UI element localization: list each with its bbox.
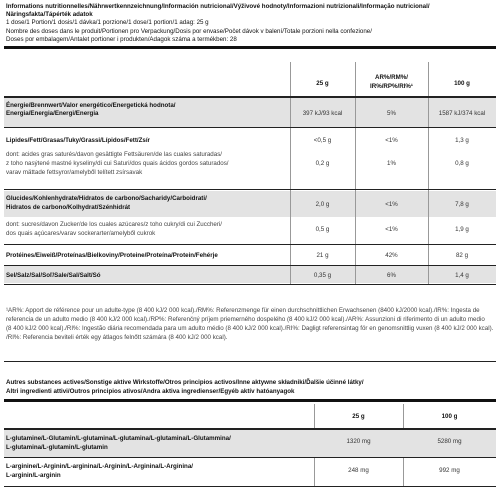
carbs-ri: <1%: [385, 201, 398, 208]
divider-thick: [4, 399, 496, 402]
lipids-label: Lipides/Fett/Grasas/Tuky/Grassi/Lípidos/Fett/Zsír: [6, 137, 150, 144]
row-divider: [4, 127, 496, 128]
row-divider: [4, 265, 496, 266]
header-divider: [4, 96, 496, 98]
footnote-line: /RI%: Referencia beviteli érték egy átlagos felnőtt számára (8 400 kJ/2 000 kcal).: [6, 333, 228, 341]
lipids-ri: <1%: [385, 137, 398, 144]
sat-fat-label-cont: z toho nasýtené mastné kyseliny/di cui Saturi/dos quais ácidos gordos saturados/: [6, 160, 229, 167]
sat-fat-ri: 1%: [387, 160, 396, 167]
lipids-100g: 1,3 g: [455, 137, 469, 144]
sat-fat-25g: 0,2 g: [315, 160, 330, 167]
footnote-line: referencia de un adulto medio (8 400 kJ/2 000 kcal)./RP%: Referenčný príjem priemerného dospelého (8 400 kJ/2 000 kcal)./AR%: Assunzioni di riferimento di un adulto medio: [6, 315, 485, 323]
footnote: [6, 307, 496, 343]
sugars-ri: <1%: [385, 226, 398, 233]
salt-100g: 1,4 g: [455, 272, 469, 279]
other-actives-title-cont: Altri ingredienti attivi/Outros principios ativos/Andra aktiva ingredienser/Egyéb aktív hatóanyagok: [6, 388, 295, 395]
header-25g: 25 g: [316, 80, 329, 87]
sugars-100g: 1,9 g: [455, 226, 469, 233]
salt-25g: 0,35 g: [313, 272, 332, 279]
header-ri-1: AR%/RM%/: [374, 74, 408, 81]
energy-label-cont: Energia/Energia/Energi/Energia: [6, 110, 99, 117]
sat-fat-label-cont2: varav mättade fettsyror/amelyből telített zsírsavak: [6, 169, 143, 176]
serving-size: 1 dose/1 Portion/1 dosis/1 dávka/1 porzione/1 dose/1 portion/1 adag: 25 g: [6, 19, 209, 26]
sugars-25g: 0,5 g: [315, 226, 330, 233]
arginine-25g: 248 mg: [348, 467, 369, 474]
servings-per-pack: Nombre des doses dans le produit/Portionen pro Verpackung/Dosis por envase/Počet dávok v balení/Totale porzioni nella confezione/: [6, 28, 372, 35]
glutamine-100g: 5280 mg: [437, 438, 462, 445]
lipids-25g: <0,5 g: [313, 137, 332, 144]
row-divider: [4, 189, 496, 190]
footnote-line: ¹AR%: Apport de référence pour un adulte-type (8 400 kJ/2 000 kcal)./RM%: Referenzmenge für einen durchschnittlichen Erwachsenen (8400 kJ/2000 kcal)./IR%: Ingesta de: [6, 307, 480, 314]
protein-label: Protéines/Eiweiß/Proteínas/Bielkoviny/Proteine/Proteína/Protein/Fehérje: [6, 252, 218, 259]
footnote-line: (8 400 kJ/2 000 kcal)./RI%: Ingestão diária recomendada para um adulto médio (8 400 kJ/2 000 kcal)./RI%: Dagligt referensintag för en genomsnittlig vuxen (8 400 kJ/2 000 kcal).: [6, 324, 494, 332]
salt-ri: 6%: [387, 272, 396, 279]
nutrition-title: Informations nutritionnelles/Nährwertkennzeichnung/Información nutricional/Výživové hodnoty/Informazioni nutrizionali/Informação nutricional/ Näringsfakta/Tápérték adatok: [6, 3, 430, 18]
other-actives-title: Autres substances actives/Sonstige aktive Wirkstoffe/Otros principios activos/Inne aktywne składniki/Ďalšie účinné látky/: [6, 379, 364, 386]
divider-thick: [4, 46, 496, 49]
carbs-label: Glucides/Kohlenhydrate/Hidratos de carbono/Sacharidy/Carboidrati/: [6, 195, 207, 202]
energy-label: Énergie/Brennwert/Valor energético/Energetická hodnota/: [6, 102, 176, 109]
protein-25g: 21 g: [316, 252, 329, 259]
glutamine-label: L-glutamine/L-Glutamin/L-glutamina/L-glutamina/L-glutamina/L-Glutammina/: [6, 435, 231, 442]
t2-header-100g: 100 g: [441, 413, 458, 420]
energy-ri: 5%: [387, 110, 396, 117]
carbs-25g: 2,0 g: [315, 201, 330, 208]
header-ri-2: IR%/RP%/RI%¹: [370, 83, 413, 90]
header-100g: 100 g: [454, 80, 470, 87]
arginine-label-cont: L-arginin/L-arginin: [6, 472, 61, 479]
protein-100g: 82 g: [455, 252, 469, 259]
carbs-label-cont: Hidratos de carbono/Kolhydrat/Szénhidrát: [6, 204, 131, 211]
carbs-100g: 7,8 g: [455, 201, 469, 208]
servings-per-pack-cont: Doses por embalagem/Antalet portioner i produkten/Adagok száma a termékben: 28: [6, 36, 237, 43]
sat-fat-100g: 0,8 g: [455, 160, 469, 167]
arginine-label: L-arginine/L-Arginin/L-arginina/L-Arginin/L-Arginina/L-Arginina/: [6, 463, 193, 470]
sat-fat-label: dont: acides gras saturés/davon gesättigte Fettsäuren/de las cuales saturadas/: [6, 151, 223, 158]
energy-100g: 1587 kJ/374 kcal: [438, 110, 486, 117]
protein-ri: 42%: [385, 252, 398, 259]
energy-25g: 397 kJ/93 kcal: [302, 110, 343, 117]
row-divider: [4, 457, 496, 458]
t2-header-25g: 25 g: [352, 413, 365, 420]
arginine-100g: 992 mg: [439, 467, 460, 474]
row-divider: [4, 284, 496, 285]
sugars-label: dont: sucres/davon Zucker/de los cuales azúcares/z toho cukry/di cui Zuccheri/: [6, 221, 222, 228]
row-divider: [4, 244, 496, 245]
sugars-label-cont: dos quais açúcares/varav sockerarter/amelyből cukrok: [6, 230, 156, 237]
salt-label: Sel/Salz/Sal/Soľ/Sale/Sal/Salt/Só: [6, 272, 101, 279]
section-divider: [4, 361, 496, 362]
glutamine-label-cont: L-glutamina/L-glutamin/L-glutamin: [6, 444, 108, 451]
row-divider: [4, 486, 496, 487]
glutamine-25g: 1320 mg: [346, 438, 371, 445]
